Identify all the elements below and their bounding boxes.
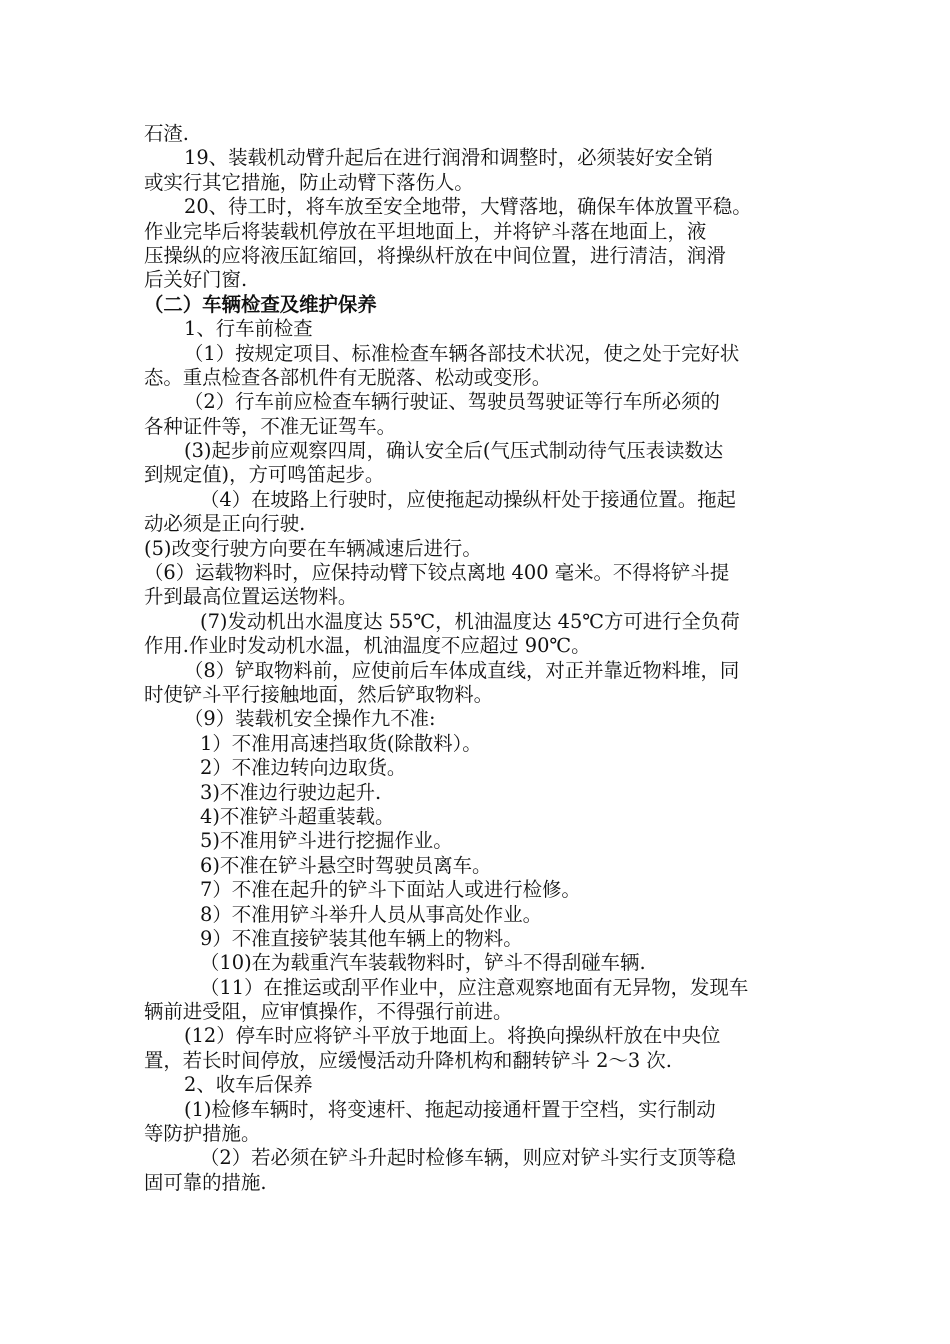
text-line: 6)不准在铲斗悬空时驾驶员离车。 (200, 853, 492, 877)
section-heading: （二）车辆检查及维护保养 (144, 292, 377, 316)
text-line: 等防护措施。 (144, 1122, 261, 1146)
text-line: 2）不准边转向边取货。 (200, 756, 407, 780)
text-line: (1)检修车辆时，将变速杆、拖起动接通杆置于空档，实行制动 (184, 1097, 716, 1121)
text-line: 固可靠的措施. (144, 1170, 267, 1194)
text-line: 作业完毕后将装载机停放在平坦地面上，并将铲斗落在地面上，液 (144, 219, 707, 243)
text-line: 后关好门窗. (144, 268, 248, 292)
text-line: 1、行车前检查 (184, 317, 313, 341)
text-line: 作用.作业时发动机水温，机油温度不应超过 90℃。 (144, 634, 591, 658)
text-line: 20、待工时，将车放至安全地带，大臂落地，确保车体放置平稳。 (184, 195, 752, 219)
text-line: (3)起步前应观察四周，确认安全后(气压式制动待气压表读数达 (184, 439, 724, 463)
text-line: 1）不准用高速挡取货(除散料）。 (200, 731, 482, 755)
text-line: 2、收车后保养 (184, 1073, 313, 1097)
text-line: 辆前进受阻，应审慎操作，不得强行前进。 (144, 1000, 513, 1024)
text-line: （10)在为载重汽车装载物料时，铲斗不得刮碰车辆. (200, 951, 646, 975)
text-line: 置，若长时间停放，应缓慢活动升降机构和翻转铲斗 2～3 次. (144, 1048, 672, 1072)
text-line: 4)不准铲斗超重装载。 (200, 804, 395, 828)
text-line: (12）停车时应将铲斗平放于地面上。将换向操纵杆放在中央位 (184, 1024, 721, 1048)
text-line: （8）铲取物料前，应使前后车体成直线，对正并靠近物料堆，同 (184, 658, 740, 682)
text-line: 动必须是正向行驶. (144, 512, 306, 536)
text-line: 到规定值)，方可鸣笛起步。 (144, 463, 385, 487)
text-line: (5)改变行驶方向要在车辆减速后进行。 (144, 536, 482, 560)
text-line: （6）运载物料时，应保持动臂下铰点离地 400 毫米。不得将铲斗提 (144, 561, 730, 585)
text-line: 压操纵的应将液压缸缩回，将操纵杆放在中间位置，进行清洁，润滑 (144, 243, 726, 267)
text-line: 或实行其它措施，防止动臂下落伤人。 (144, 170, 474, 194)
text-line: （2）行车前应检查车辆行驶证、驾驶员驾驶证等行车所必须的 (184, 390, 720, 414)
text-line: （9）装载机安全操作九不准: (184, 707, 436, 731)
text-line: 3)不准边行驶边起升. (200, 780, 382, 804)
document-page (144, 122, 812, 1195)
text-line: 各种证件等，不准无证驾车。 (144, 414, 397, 438)
text-line: （2）若必须在铲斗升起时检修车辆，则应对铲斗实行支顶等稳 (200, 1146, 736, 1170)
text-line: 石渣. (144, 122, 189, 145)
text-line: 升到最高位置运送物料。 (144, 585, 358, 609)
text-line: （1）按规定项目、标准检查车辆各部技术状况，使之处于完好状 (184, 341, 740, 365)
text-line: (7)发动机出水温度达 55℃，机油温度达 45℃方可进行全负荷 (200, 609, 740, 633)
text-line: （11）在推运或刮平作业中，应注意观察地面有无异物，发现车 (200, 975, 749, 999)
text-line: 19、装载机动臂升起后在进行润滑和调整时，必须装好安全销 (184, 146, 713, 170)
text-line: 态。重点检查各部机件有无脱落、松动或变形。 (144, 365, 552, 389)
text-line: 7）不准在起升的铲斗下面站人或进行检修。 (200, 878, 581, 902)
text-line: 时使铲斗平行接触地面，然后铲取物料。 (144, 682, 494, 706)
text-line: 9）不准直接铲装其他车辆上的物料。 (200, 926, 523, 950)
text-line: （4）在坡路上行驶时，应使拖起动操纵杆处于接通位置。拖起 (200, 487, 736, 511)
text-line: 8）不准用铲斗举升人员从事高处作业。 (200, 902, 542, 926)
text-line: 5)不准用铲斗进行挖掘作业。 (200, 829, 453, 853)
